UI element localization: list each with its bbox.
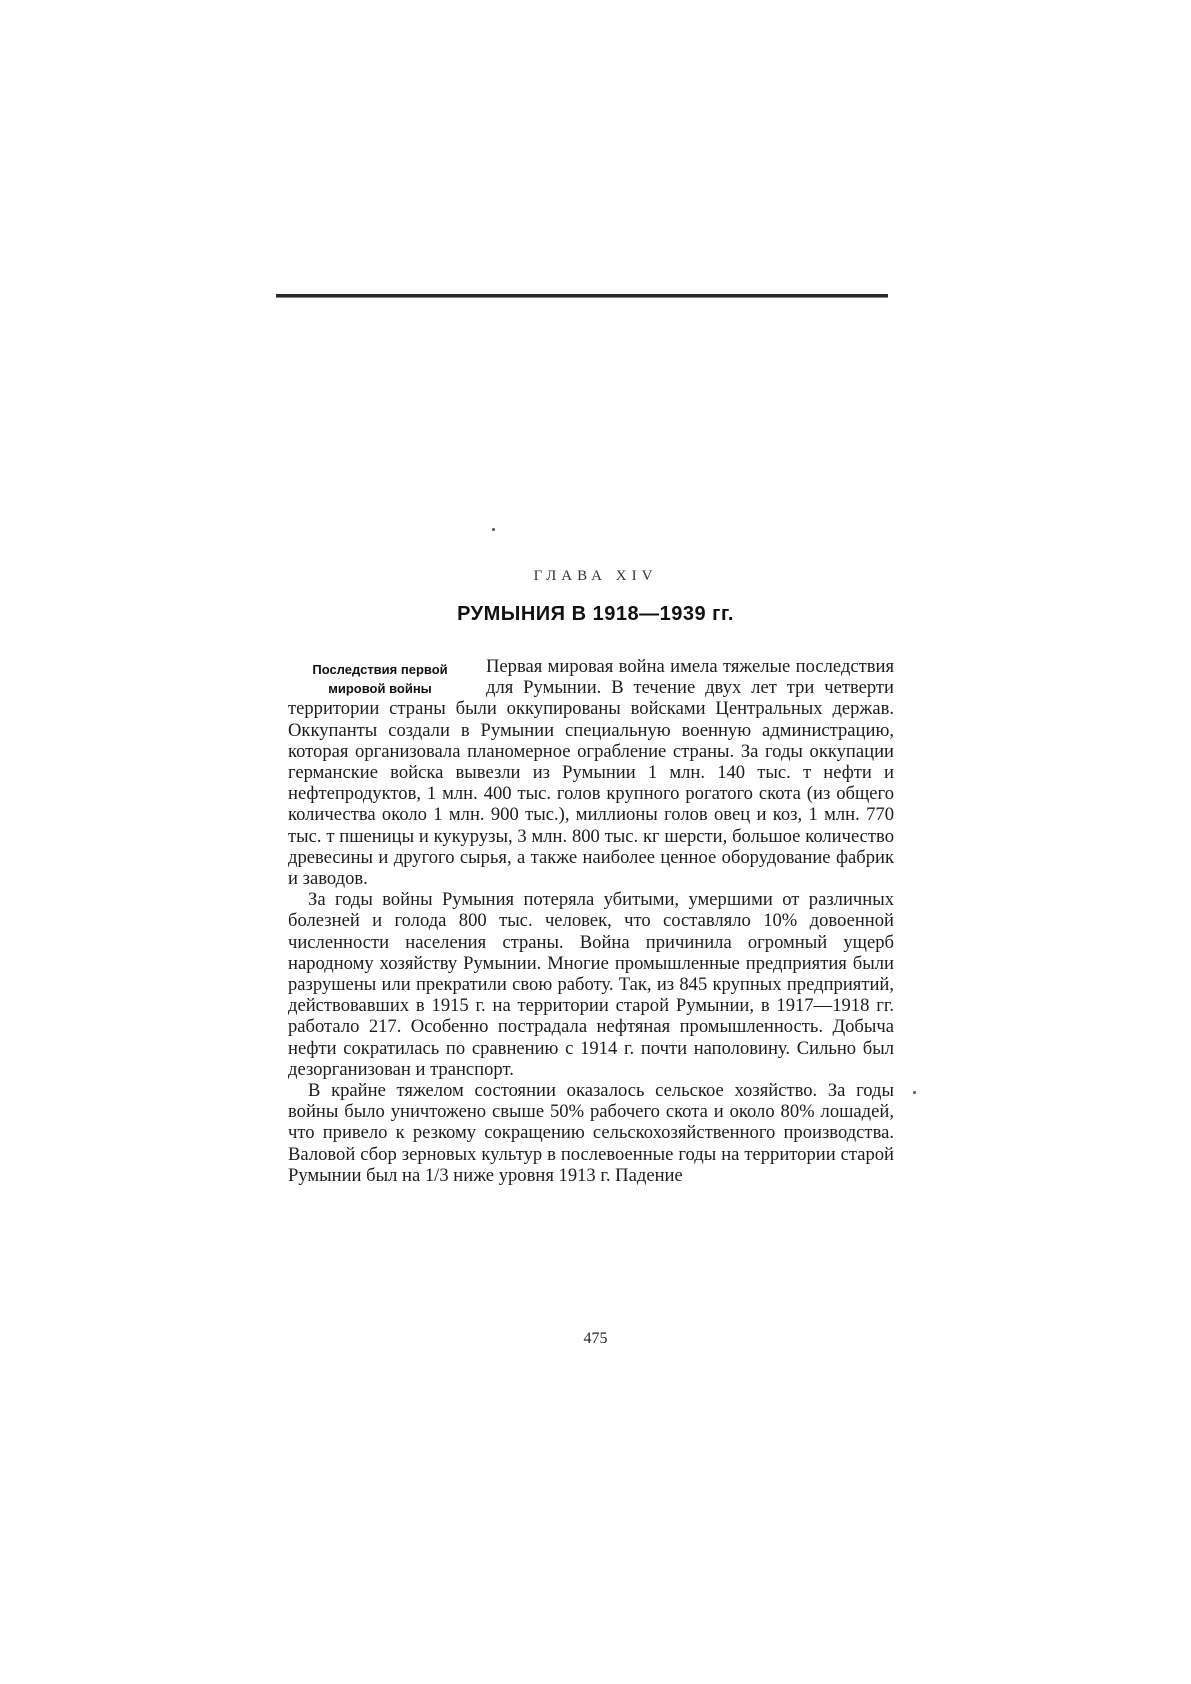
page-number: 475 xyxy=(583,1330,608,1347)
top-rule xyxy=(276,294,888,297)
body-text xyxy=(288,656,894,1186)
chapter-title: РУМЫНИЯ В 1918—1939 гг. xyxy=(457,603,734,625)
chapter-label: ГЛАВА XIV xyxy=(533,568,658,584)
print-speck xyxy=(913,1091,916,1094)
side-heading: Последствия первой мировой войны xyxy=(312,662,448,696)
paragraph: В крайне тяжелом состоянии оказалось сельское хозяйство. За годы войны было уничтожено свыше 50% рабочего скота и около 80% лошадей, что привело к резкому сокращению сельскохозяйственного производства. Валовой сбор зерновых культур в послевоенные годы на территории старой Румынии был на 1/3 ниже уровня 1913 г. Падение xyxy=(288,1080,894,1186)
paragraph: За годы войны Румыния потеряла убитыми, умершими от различных болезней и голода 800 тыс. человек, что составляло 10% довоенной численности населения страны. Война причинила огромный ущерб народному хозяйству Румынии. Многие промышленные предприятия были разрушены или прекратили свою работу. Так, из 845 крупных предприятий, действовавших в 1915 г. на территории старой Румынии, в 1917—1918 гг. работало 217. Особенно пострадала нефтяная промышленность. Добыча нефти сократилась по сравнению с 1914 г. почти наполовину. Сильно был дезорганизован и транспорт. xyxy=(288,889,894,1080)
print-speck xyxy=(492,528,495,531)
paragraph: Первая мировая война имела тяжелые последствия для Румынии. В течение двух лет три четверти территории страны были оккупированы войсками Центральных держав. Оккупанты создали в Румынии специальную военную администрацию, которая организовала планомерное ограбление страны. За годы оккупации германские войска вывезли из Румынии 1 млн. 140 тыс. т нефти и нефтепродуктов, 1 млн. 400 тыс. голов крупного рогатого скота (из общего количества около 1 млн. 900 тыс.), миллионы голов овец и коз, 1 млн. 770 тыс. т пшеницы и кукурузы, 3 млн. 800 тыс. кг шерсти, большое количество древесины и другого сырья, а также наиболее ценное оборудование фабрик и заводов. xyxy=(288,656,894,890)
